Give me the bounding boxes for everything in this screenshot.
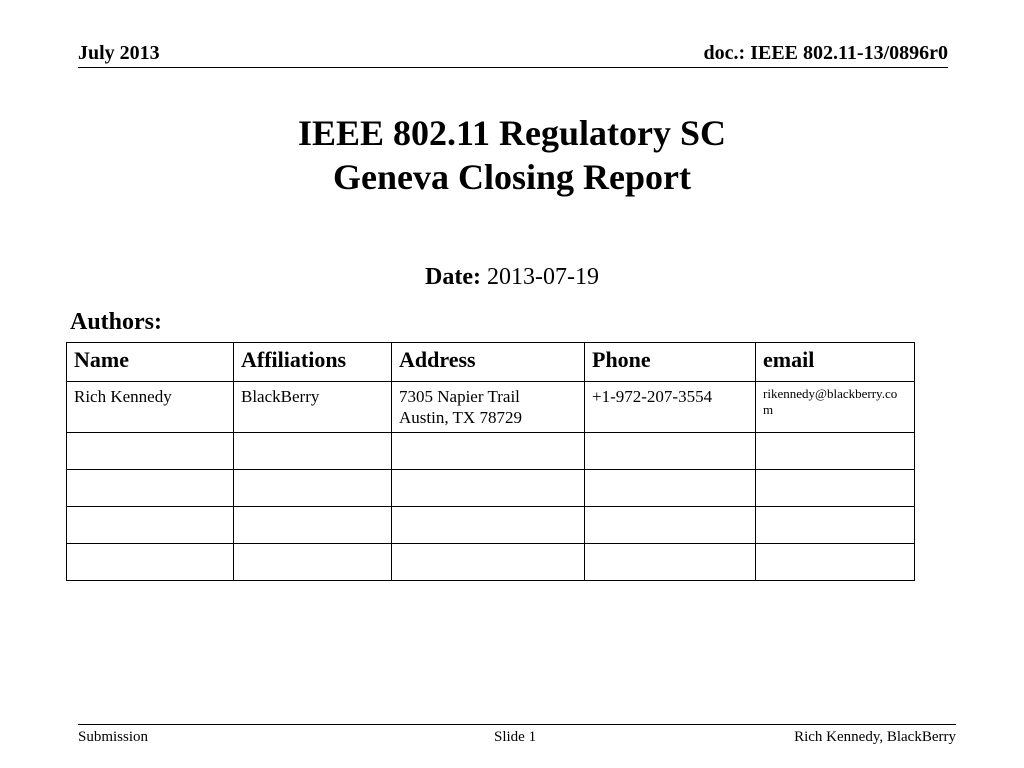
empty-cell bbox=[67, 544, 234, 581]
empty-cell bbox=[234, 470, 392, 507]
empty-cell bbox=[585, 507, 756, 544]
empty-cell bbox=[392, 544, 585, 581]
header-doc-id: doc.: IEEE 802.11-13/0896r0 bbox=[703, 42, 948, 64]
footer-submission: Submission bbox=[78, 729, 149, 745]
title-line-2: Geneva Closing Report bbox=[333, 157, 691, 197]
empty-cell bbox=[585, 433, 756, 470]
author-name: Rich Kennedy bbox=[67, 382, 234, 433]
date-value: 2013-07-19 bbox=[486, 264, 599, 290]
empty-cell bbox=[67, 507, 234, 544]
address-line-1: 7305 Napier Trail bbox=[399, 387, 520, 406]
table-row bbox=[67, 544, 915, 581]
column-header-affiliations: Affiliations bbox=[234, 343, 392, 382]
date-line bbox=[0, 264, 1024, 291]
column-header-email: email bbox=[756, 343, 915, 382]
empty-cell bbox=[234, 507, 392, 544]
empty-cell bbox=[756, 544, 915, 581]
authors-label: Authors: bbox=[70, 309, 163, 335]
empty-cell bbox=[756, 433, 915, 470]
footer-slide-number: Slide 1 bbox=[494, 729, 537, 745]
empty-cell bbox=[392, 470, 585, 507]
empty-cell bbox=[67, 470, 234, 507]
empty-cell bbox=[756, 470, 915, 507]
column-header-name: Name bbox=[67, 343, 234, 382]
table-row bbox=[67, 470, 915, 507]
header-date: July 2013 bbox=[78, 42, 160, 64]
column-header-phone: Phone bbox=[585, 343, 756, 382]
table-row bbox=[67, 433, 915, 470]
empty-cell bbox=[585, 470, 756, 507]
footer-author: Rich Kennedy, BlackBerry bbox=[794, 729, 956, 745]
author-phone: +1-972-207-3554 bbox=[585, 382, 756, 433]
column-header-address: Address bbox=[392, 343, 585, 382]
empty-cell bbox=[234, 544, 392, 581]
author-address bbox=[392, 382, 585, 433]
empty-cell bbox=[392, 507, 585, 544]
table-row bbox=[67, 382, 915, 433]
author-email: rikennedy@blackberry.com bbox=[756, 382, 915, 433]
author-affiliation: BlackBerry bbox=[234, 382, 392, 433]
empty-cell bbox=[234, 433, 392, 470]
header-divider bbox=[78, 67, 948, 68]
footer-divider bbox=[78, 724, 956, 725]
table-header-row bbox=[67, 343, 915, 382]
empty-cell bbox=[67, 433, 234, 470]
empty-cell bbox=[756, 507, 915, 544]
empty-cell bbox=[585, 544, 756, 581]
table-row bbox=[67, 507, 915, 544]
title-line-1: IEEE 802.11 Regulatory SC bbox=[297, 113, 727, 153]
date-label: Date: bbox=[425, 264, 481, 290]
slide-title bbox=[0, 111, 1024, 199]
address-line-2: Austin, TX 78729 bbox=[399, 408, 522, 427]
empty-cell bbox=[392, 433, 585, 470]
authors-table bbox=[66, 342, 915, 581]
